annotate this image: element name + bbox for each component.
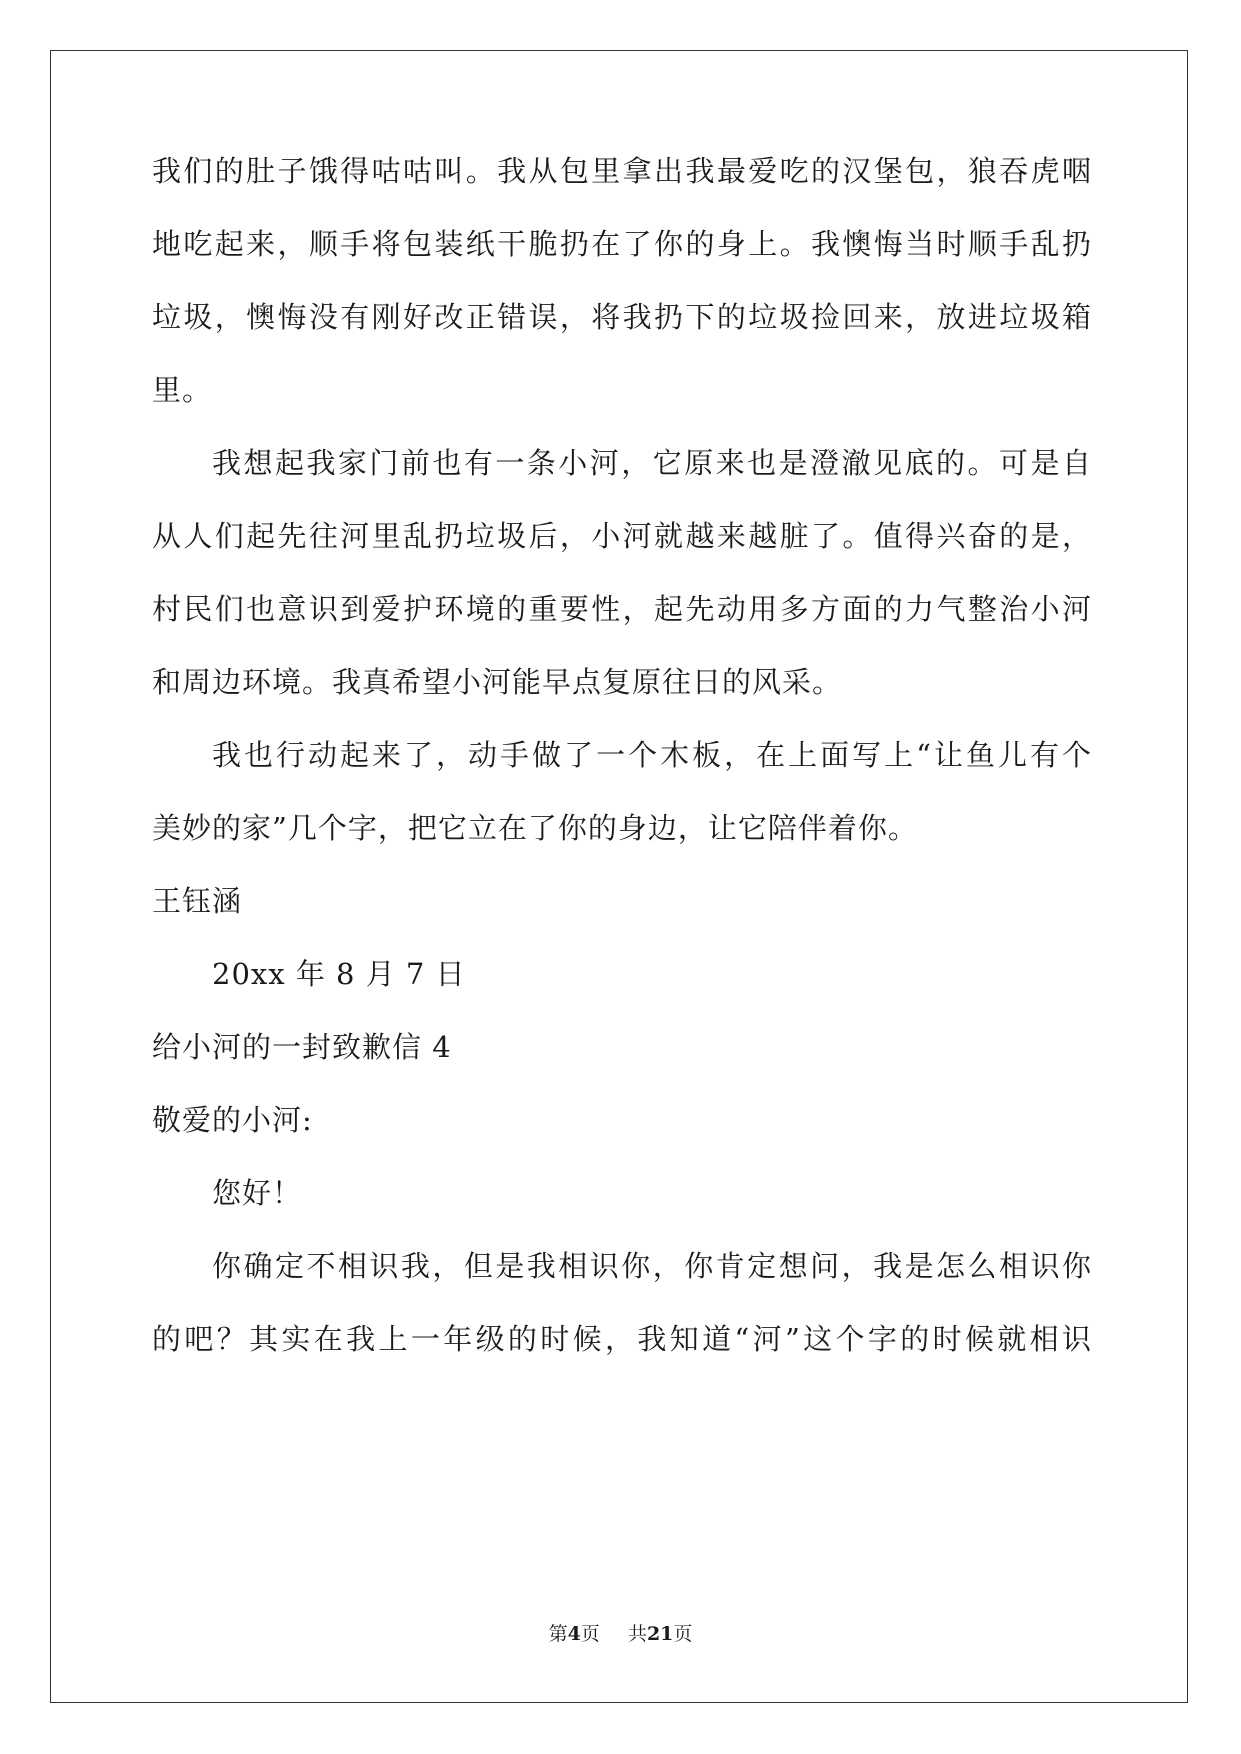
letter-body-line-1: 你确定不相识我，但是我相识你，你肯定想问，我是怎么相识你 — [212, 1249, 1092, 1283]
footer-prefix: 第 — [548, 1623, 568, 1645]
body-line-1: 我们的肚子饿得咕咕叫。我从包里拿出我最爱吃的汉堡包，狼吞虎咽 — [152, 154, 1092, 188]
footer-page-suffix: 页 — [580, 1623, 600, 1645]
paragraph-3-line-1: 我也行动起来了，动手做了一个木板，在上面写上“让鱼儿有个 — [212, 738, 1092, 772]
footer-total-suffix: 页 — [673, 1623, 693, 1645]
letter-body-line-2: 的吧？其实在我上一年级的时候，我知道“河”这个字的时候就相识 — [152, 1322, 1092, 1356]
letter-greeting: 您好！ — [212, 1176, 303, 1210]
paragraph-2-line-3: 村民们也意识到爱护环境的重要性，起先动用多方面的力气整治小河 — [152, 592, 1092, 626]
body-line-2: 地吃起来，顺手将包装纸干脆扔在了你的身上。我懊悔当时顺手乱扔 — [152, 227, 1092, 261]
signature-date: 20xx 年 8 月 7 日 — [212, 957, 466, 991]
signature-name: 王钰涵 — [152, 884, 243, 918]
footer-total-prefix: 共 — [627, 1623, 647, 1645]
page-footer — [0, 1622, 1241, 1646]
body-line-3: 垃圾，懊悔没有刚好改正错误，将我扔下的垃圾捡回来，放进垃圾箱 — [152, 300, 1092, 334]
paragraph-3-line-2: 美妙的家”几个字，把它立在了你的身边，让它陪伴着你。 — [152, 811, 918, 845]
paragraph-2-line-4: 和周边环境。我真希望小河能早点复原往日的风采。 — [152, 665, 843, 699]
letter-title: 给小河的一封致歉信 4 — [152, 1030, 452, 1064]
footer-total-pages: 21 — [646, 1623, 674, 1645]
letter-salutation: 敬爱的小河: — [152, 1103, 313, 1137]
footer-page-number: 4 — [567, 1623, 581, 1645]
paragraph-2-line-2: 从人们起先往河里乱扔垃圾后，小河就越来越脏了。值得兴奋的是， — [152, 519, 1092, 553]
body-line-4: 里。 — [152, 373, 213, 407]
paragraph-2-line-1: 我想起我家门前也有一条小河，它原来也是澄澈见底的。可是自 — [212, 446, 1092, 480]
